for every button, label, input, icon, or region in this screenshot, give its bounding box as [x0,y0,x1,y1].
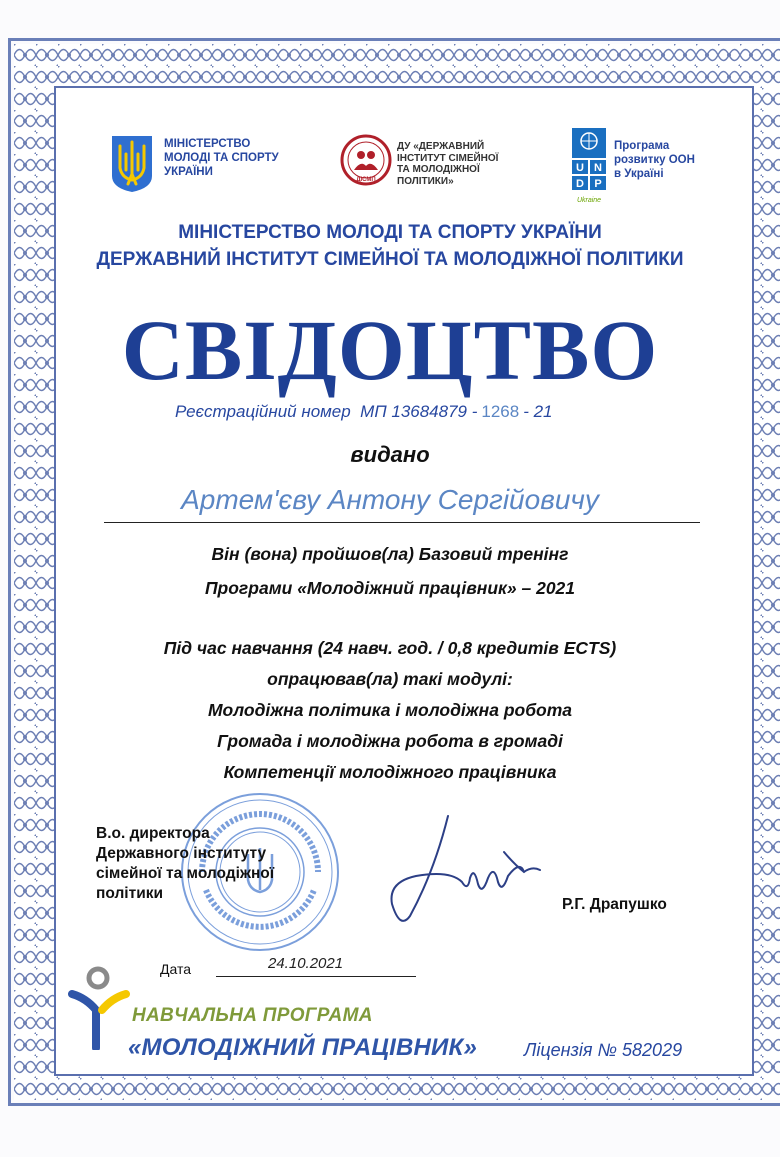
institute-text-line: ІНСТИТУТ СІМЕЙНОЇ [397,152,499,164]
body-line: Під час навчання (24 навч. год. / 0,8 кредитів ECTS) [163,638,617,658]
issuer-line-2: ДЕРЖАВНИЙ ІНСТИТУТ СІМЕЙНОЇ ТА МОЛОДІЖНОЇ ПОЛІТИКИ [96,249,684,270]
program-line-2: «МОЛОДІЖНИЙ ПРАЦІВНИК» [128,1034,477,1061]
reg-handwritten: 1268 [481,402,520,421]
issued-word: видано [350,442,430,467]
ministry-text-line: МІНІСТЕРСТВО [164,138,251,150]
module-line: Молодіжна політика і молодіжна робота [207,700,573,720]
reg-suffix: - 21 [523,402,553,421]
date-value: 24.10.2021 [268,955,344,972]
reg-label: Реєстраційний номер МП 13684879 - [175,402,478,421]
institute-text-line: ПОЛІТИКИ» [397,175,454,187]
certificate-title: СВІДОЦТВО [121,302,659,398]
undp-letter: P [594,178,602,190]
signer-title-line: політики [96,885,164,902]
signer-title [96,824,274,904]
ministry-text-line: УКРАЇНИ [164,166,213,178]
institute-text-line: ТА МОЛОДІЖНОЇ [397,164,480,175]
undp-logo-icon [572,128,606,208]
name-underline [104,522,700,523]
program-line-1: НАВЧАЛЬНА ПРОГРАМА [132,1005,373,1026]
signer-title-line: В.о. директора [96,825,210,842]
registration-number [175,402,553,422]
ukraine-trident-icon [110,134,154,194]
ministry-text-line: МОЛОДІ ТА СПОРТУ [164,152,279,164]
undp-tagline: Ukraine [576,197,602,204]
undp-text-line: розвитку ООН [614,154,695,166]
undp-text-line: Програма [614,140,670,152]
undp-logo-text [614,139,695,181]
undp-text-line: в Україні [614,168,664,180]
date-label: Дата [160,961,192,977]
youth-worker-logo-icon [66,966,132,1050]
signer-title-line: сімейної та молодіжної [96,865,275,882]
signer-name: Р.Г. Драпушко [562,896,667,913]
undp-letter: U [576,162,584,174]
body-line: Він (вона) пройшов(ла) Базовий тренінг [211,544,569,564]
handwritten-signature [370,812,570,942]
institute-text-line: ДУ «ДЕРЖАВНИЙ [397,141,485,152]
date-underline [216,976,416,977]
recipient-name: Артем'єву Антону Сергійовичу [181,484,599,515]
institute-abbr: ДІСМП [356,177,376,183]
body-line: опрацював(ла) такі модулі: [267,669,513,689]
license-number: Ліцензія № 582029 [524,1040,683,1060]
institute-logo-text [397,141,498,187]
issuer-line-1: МІНІСТЕРСТВО МОЛОДІ ТА СПОРТУ УКРАЇНИ [178,222,602,243]
module-line: Компетенції молодіжного працівника [223,762,557,782]
ministry-logo-text [164,137,279,179]
undp-letter: D [576,178,584,190]
body-line: Програми «Молодіжний працівник» – 2021 [204,578,576,598]
undp-letter: N [594,162,602,174]
signer-title-line: Державного інституту [96,845,267,862]
institute-emblem-icon [340,134,392,186]
module-line: Громада і молодіжна робота в громаді [217,731,563,751]
